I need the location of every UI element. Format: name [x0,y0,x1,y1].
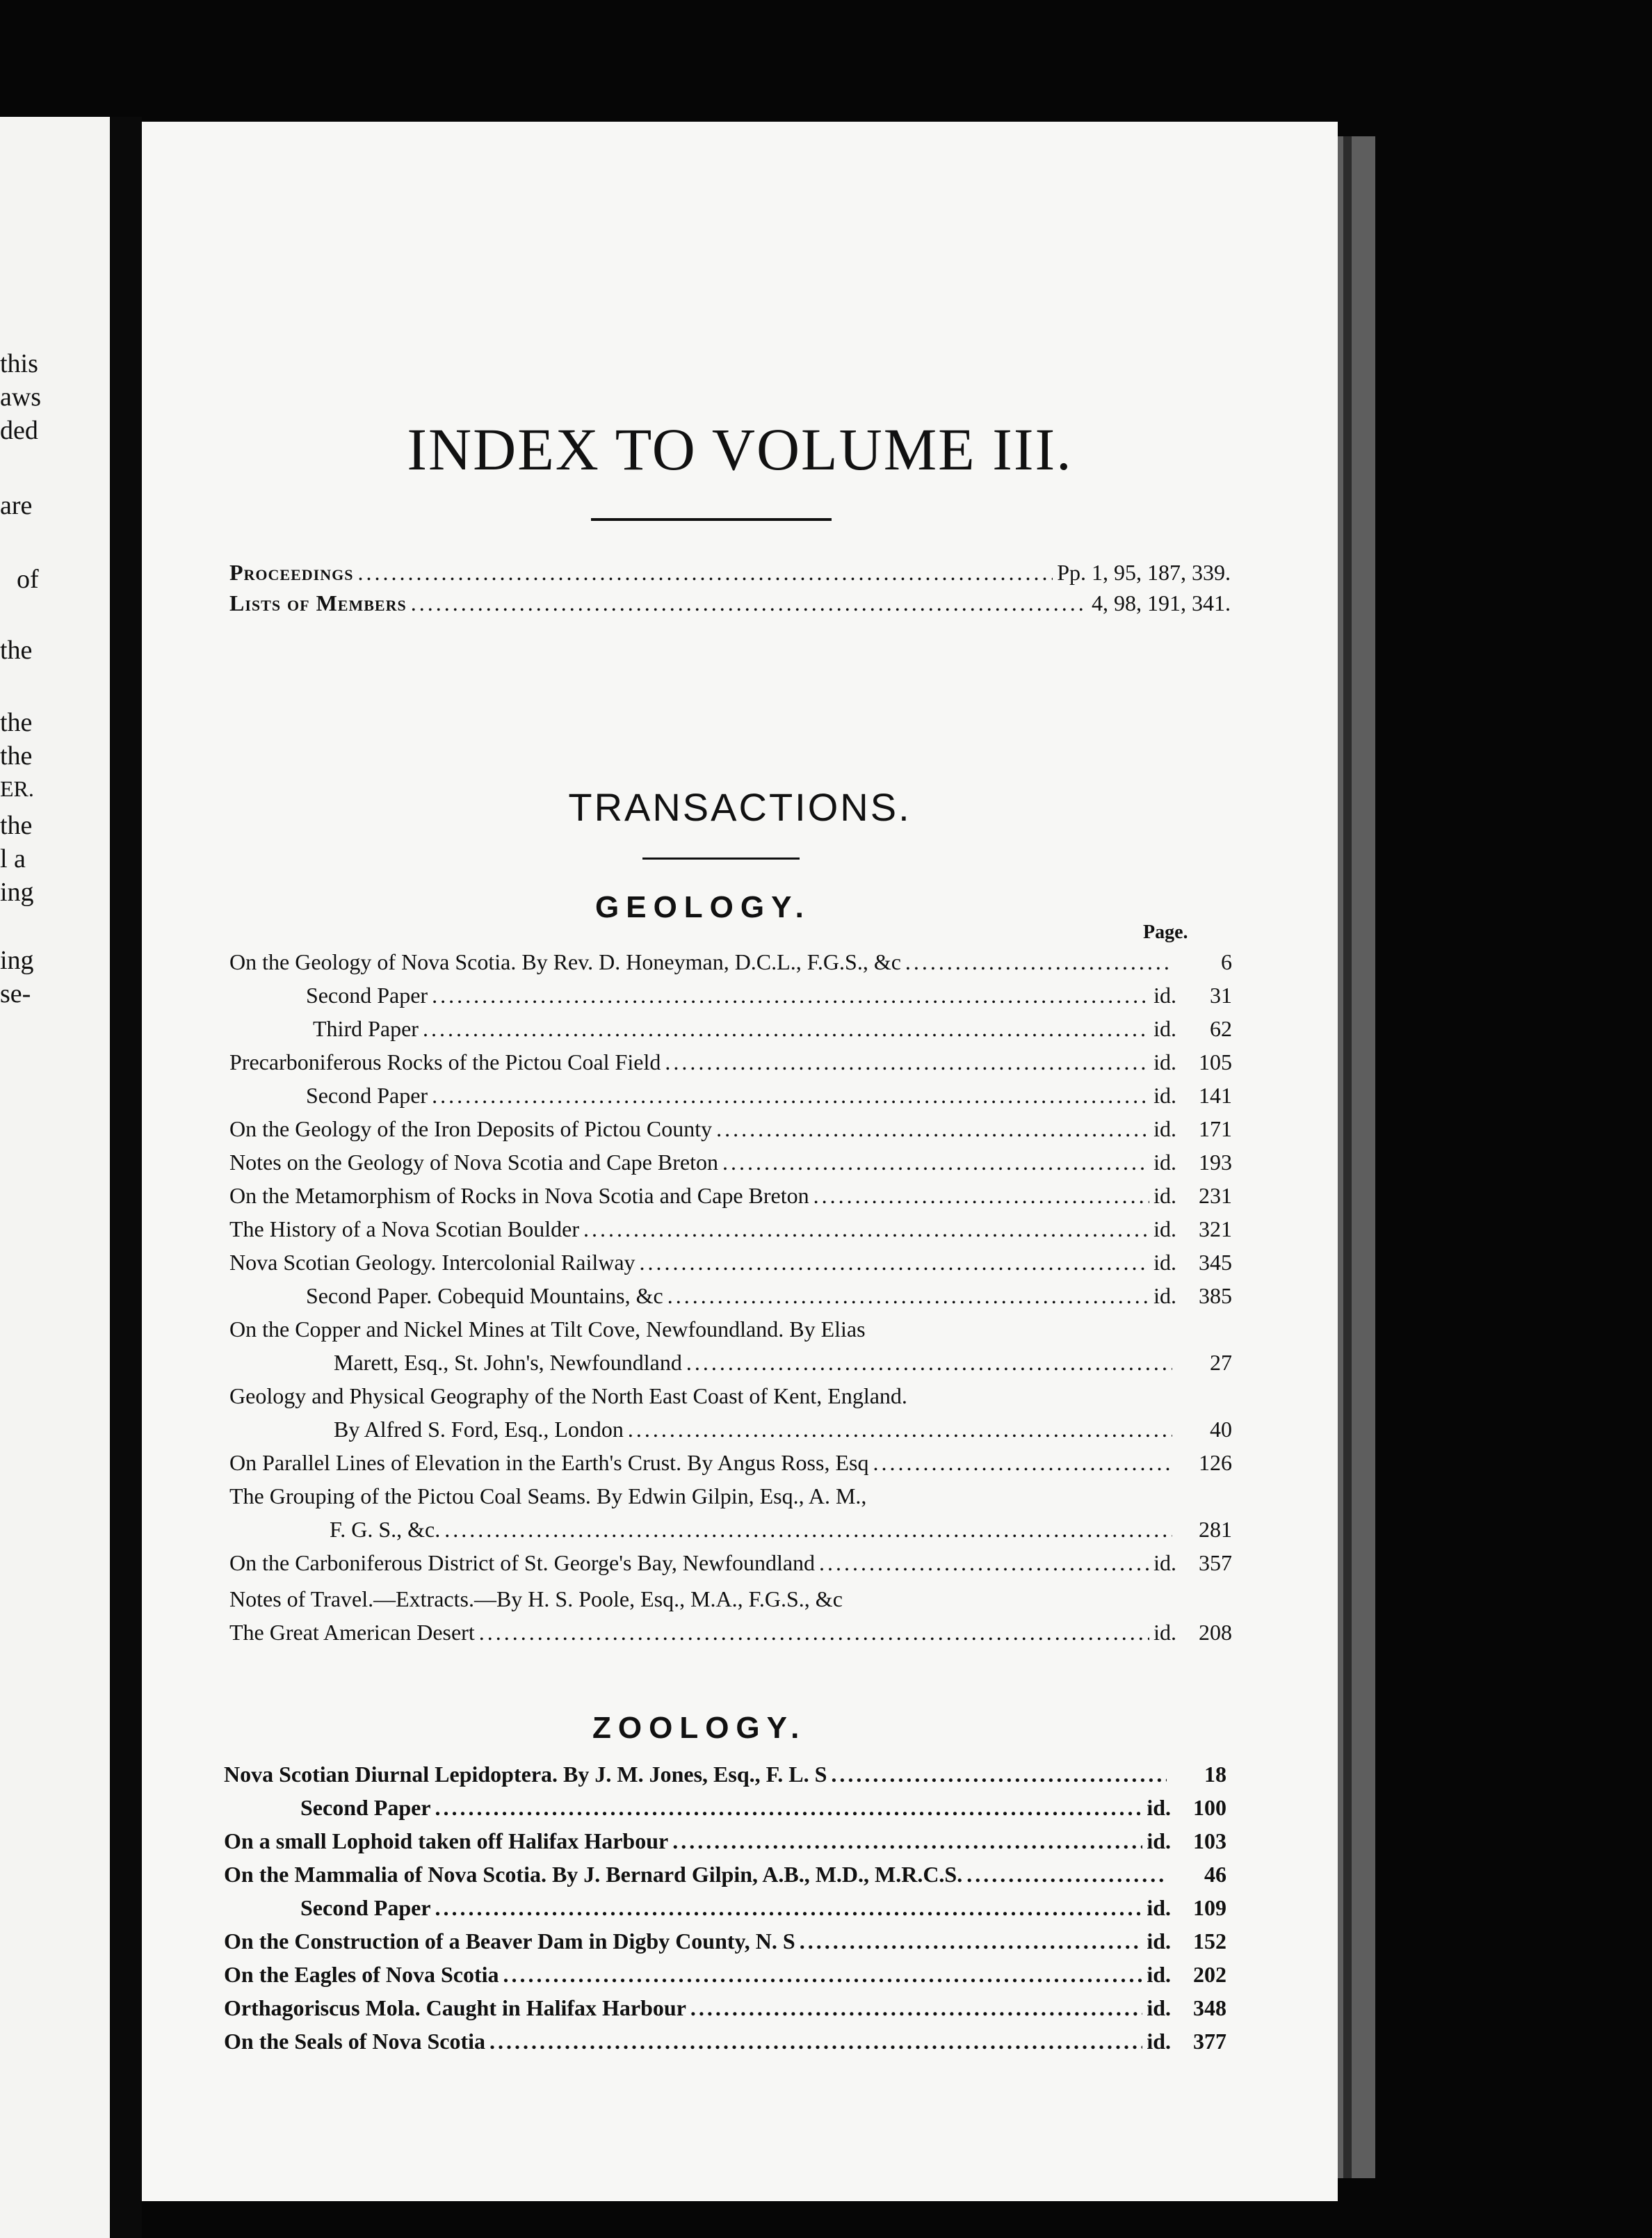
index-entry [224,1963,1226,1986]
entry-page-number: 348 [1193,1995,1226,2020]
entry-ref: id. [1147,1962,1171,1987]
facing-page-text: this [0,349,38,378]
entry-ref: id. [1147,1795,1171,1820]
index-entry [334,1351,1232,1374]
page-edge-shadow [1343,136,1352,2178]
leader-dots [716,1118,1149,1140]
facing-page-text: ing [0,878,34,907]
entry-ref: id. [1153,1083,1176,1108]
index-entry [229,1385,1232,1407]
index-entry [330,1518,1232,1540]
facing-page-text: ded [0,416,38,445]
index-entry [229,1051,1232,1073]
leader-dots [411,592,1087,614]
facing-page-text: ing [0,946,34,975]
page-title: INDEX TO VOLUME III. [407,416,1073,483]
facing-page-text: the [0,741,33,771]
entry-ref: id. [1147,1828,1171,1853]
leader-dots [667,1285,1149,1307]
entry-page-number: 18 [1204,1762,1226,1787]
entry-page-number: 321 [1199,1216,1232,1241]
leader-dots [722,1151,1149,1173]
facing-page-text: the [0,811,33,840]
entry-page-number: 126 [1199,1450,1232,1475]
entry-title: The Great American Desert [229,1620,475,1645]
entry-title: On a small Lophoid taken off Halifax Harbour [224,1828,669,1853]
facing-page-text: the [0,708,33,737]
entry-page-number: 171 [1199,1116,1232,1141]
front-matter-label: Proceedings [229,560,354,585]
front-matter-label: Lists of Members [229,590,407,615]
leader-dots [423,1017,1149,1040]
index-entry [229,1218,1232,1240]
entry-title: On the Copper and Nickel Mines at Tilt Cove, Newfoundland. By Elias [229,1317,866,1342]
facing-page-fragment [0,117,110,2238]
geology-heading: GEOLOGY. [595,890,811,924]
entry-title: On the Seals of Nova Scotia [224,2029,485,2054]
index-entry [229,1251,1232,1273]
leader-dots [489,2030,1142,2052]
entry-title: Second Paper. Cobequid Mountains, &c [306,1283,663,1308]
entry-title: F. G. S., &c. [330,1517,441,1542]
entry-ref: id. [1153,1150,1176,1175]
entry-title: Precarboniferous Rocks of the Pictou Coal Field [229,1049,661,1074]
leader-dots [357,561,1053,583]
entry-page-number: 27 [1210,1350,1232,1375]
entry-title: By Alfred S. Ford, Esq., London [334,1417,624,1442]
index-entry [229,1485,1232,1507]
entry-ref: id. [1153,1183,1176,1208]
entry-ref: id. [1153,1550,1176,1575]
zoology-heading: ZOOLOGY. [592,1711,807,1745]
entry-page-number: 202 [1193,1962,1226,1987]
transactions-rule [642,858,800,860]
entry-title: The History of a Nova Scotian Boulder [229,1216,579,1241]
index-entry [306,1285,1232,1307]
leader-dots [640,1251,1150,1273]
entry-title: On the Geology of the Iron Deposits of Pictou County [229,1116,713,1141]
entry-page-number: 109 [1193,1895,1226,1920]
entry-title: Marett, Esq., St. John's, Newfoundland [334,1350,682,1375]
index-entry [334,1418,1232,1440]
entry-page-number: 31 [1210,983,1232,1008]
index-entry [229,1184,1232,1207]
index-entry [224,1830,1226,1852]
index-entry [300,1796,1226,1819]
entry-title: Third Paper [313,1016,419,1041]
entry-ref: id. [1147,1895,1171,1920]
entry-page-number: 152 [1193,1929,1226,1954]
entry-page-number: 62 [1210,1016,1232,1041]
front-matter-row [229,592,1231,614]
index-entry [224,1863,1226,1885]
entry-title: On the Geology of Nova Scotia. By Rev. D. Honeyman, D.C.L., F.G.S., &c [229,949,901,974]
entry-ref: id. [1153,1016,1176,1041]
index-entry [306,1084,1232,1106]
entry-title: On the Construction of a Beaver Dam in Digby County, N. S [224,1929,795,1954]
leader-dots [432,984,1149,1006]
entry-page-number: 357 [1199,1550,1232,1575]
entry-ref: id. [1147,1929,1171,1954]
entry-page-number: 385 [1199,1283,1232,1308]
book-gutter [110,117,142,2238]
entry-page-number: 281 [1199,1517,1232,1542]
entry-ref: id. [1153,1116,1176,1141]
index-page [142,122,1338,2201]
entry-title: Nova Scotian Geology. Intercolonial Railway [229,1250,635,1275]
index-entry [229,1552,1232,1574]
entry-title: On the Metamorphism of Rocks in Nova Scotia and Cape Breton [229,1183,809,1208]
leader-dots [813,1184,1149,1207]
leader-dots [628,1418,1172,1440]
index-entry [224,1930,1226,1952]
entry-page-number: 345 [1199,1250,1232,1275]
entry-ref: id. [1153,1283,1176,1308]
entry-page-number: 100 [1193,1795,1226,1820]
entry-title: Second Paper [306,1083,428,1108]
entry-page-number: 377 [1193,2029,1226,2054]
entry-title: On the Eagles of Nova Scotia [224,1962,499,1987]
index-entry [300,1897,1226,1919]
entry-title: On the Carboniferous District of St. George's Bay, Newfoundland [229,1550,816,1575]
page-column-label: Page. [1143,921,1188,943]
leader-dots [672,1830,1142,1852]
leader-dots [686,1351,1172,1374]
leader-dots [690,1997,1142,2019]
entry-page-number: 141 [1199,1083,1232,1108]
leader-dots [873,1451,1172,1474]
title-rule [591,518,832,521]
facing-page-text: are [0,491,33,520]
transactions-heading: TRANSACTIONS. [568,785,912,829]
entry-page-number: 6 [1221,949,1232,974]
entry-page-number: 208 [1199,1620,1232,1645]
leader-dots [966,1863,1167,1885]
facing-page-text: se- [0,979,31,1008]
front-matter-ref: 4, 98, 191, 341. [1092,590,1231,615]
entry-title: Orthagoriscus Mola. Caught in Halifax Harbour [224,1995,686,2020]
entry-ref: id. [1153,1250,1176,1275]
index-entry [229,1151,1232,1173]
leader-dots [432,1084,1149,1106]
entry-title: Notes of Travel.—Extracts.—By H. S. Poole, Esq., M.A., F.G.S., &c [229,1586,843,1611]
leader-dots [831,1763,1167,1785]
entry-page-number: 46 [1204,1862,1226,1887]
entry-ref: id. [1153,1216,1176,1241]
leader-dots [479,1621,1149,1643]
facing-page-text: the [0,636,33,665]
facing-page-text: l a [0,844,26,874]
entry-ref: id. [1153,1620,1176,1645]
entry-ref: id. [1153,983,1176,1008]
front-matter-row [229,561,1231,583]
entry-page-number: 231 [1199,1183,1232,1208]
leader-dots [665,1051,1149,1073]
entry-ref: id. [1147,1995,1171,2020]
index-entry [224,1997,1226,2019]
index-entry [224,1763,1226,1785]
facing-page-text: aws [0,383,42,412]
leader-dots [435,1897,1143,1919]
entry-title: Geology and Physical Geography of the North East Coast of Kent, England. [229,1383,907,1408]
entry-title: Second Paper [306,983,428,1008]
index-entry [229,951,1232,973]
index-entry [313,1017,1232,1040]
index-entry [229,1118,1232,1140]
leader-dots [435,1796,1143,1819]
index-entry [229,1588,1232,1610]
entry-title: On the Mammalia of Nova Scotia. By J. Bernard Gilpin, A.B., M.D., M.R.C.S. [224,1862,963,1887]
leader-dots [503,1963,1143,1986]
front-matter-ref: Pp. 1, 95, 187, 339. [1057,560,1231,585]
index-entry [229,1621,1232,1643]
leader-dots [819,1552,1149,1574]
entry-page-number: 103 [1193,1828,1226,1853]
index-entry [229,1318,1232,1340]
entry-title: The Grouping of the Pictou Coal Seams. By Edwin Gilpin, Esq., A. M., [229,1483,867,1508]
facing-page-text: ER. [0,776,34,801]
leader-dots [583,1218,1149,1240]
index-entry [229,1451,1232,1474]
entry-title: On Parallel Lines of Elevation in the Earth's Crust. By Angus Ross, Esq [229,1450,869,1475]
entry-page-number: 105 [1199,1049,1232,1074]
leader-dots [800,1930,1143,1952]
entry-ref: id. [1153,1049,1176,1074]
entry-title: Second Paper [300,1895,431,1920]
facing-page-text: of [17,565,39,594]
index-entry [306,984,1232,1006]
leader-dots [444,1518,1172,1540]
entry-title: Notes on the Geology of Nova Scotia and Cape Breton [229,1150,718,1175]
entry-ref: id. [1147,2029,1171,2054]
entry-page-number: 40 [1210,1417,1232,1442]
entry-page-number: 193 [1199,1150,1232,1175]
entry-title: Second Paper [300,1795,431,1820]
leader-dots [905,951,1172,973]
index-entry [224,2030,1226,2052]
entry-title: Nova Scotian Diurnal Lepidoptera. By J. M. Jones, Esq., F. L. S [224,1762,827,1787]
